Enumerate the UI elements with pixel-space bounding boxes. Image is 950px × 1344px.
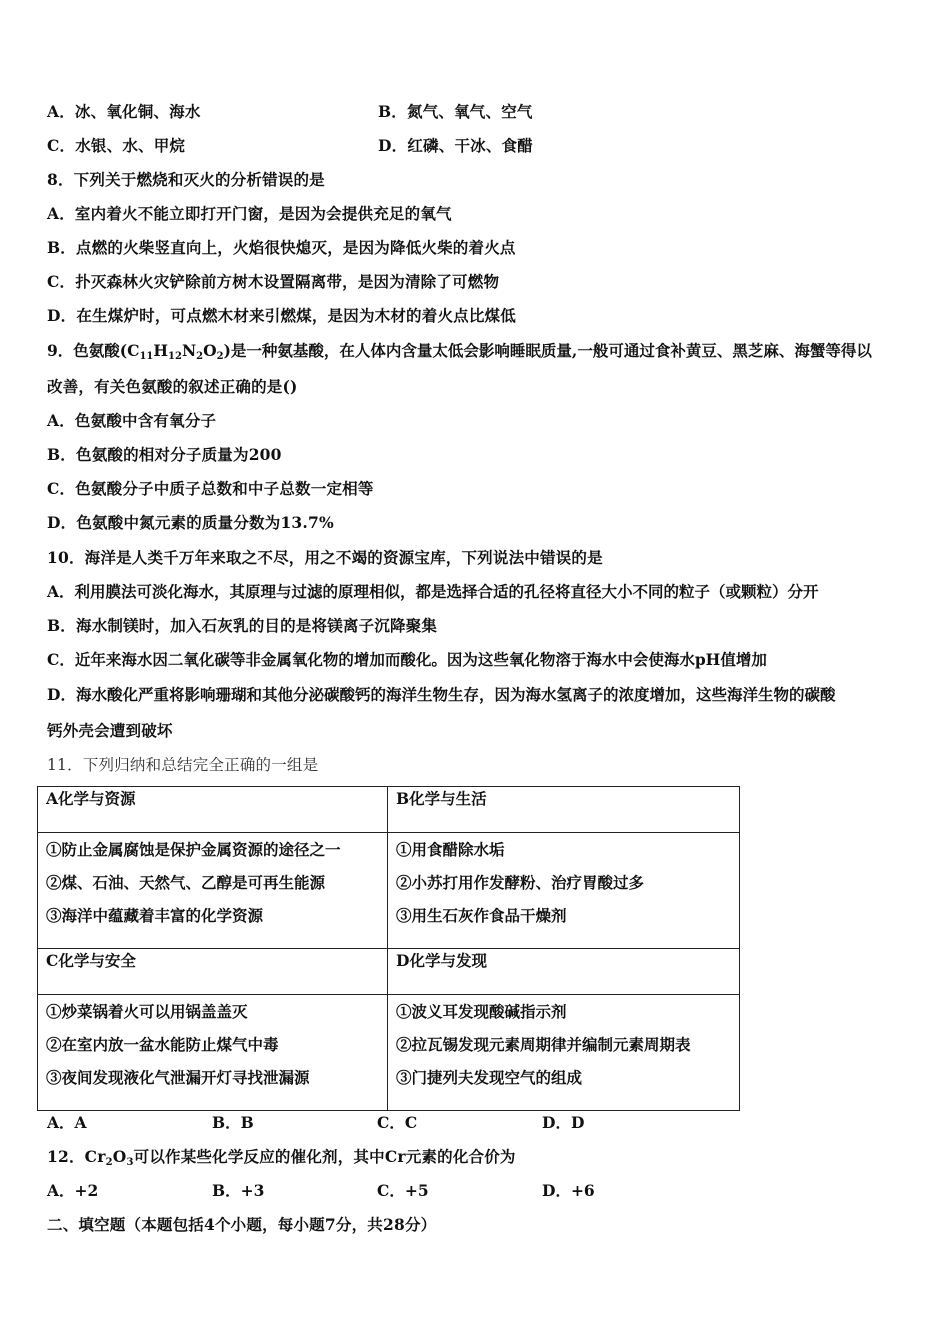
table-cell-c: [38, 995, 388, 1111]
q9-stem-line2: 改善，有关色氨酸的叙述正确的是(): [47, 377, 298, 396]
list-item: ①防止金属腐蚀是保护金属资源的途径之一: [46, 840, 341, 859]
q9-stem-prefix: 9．色氨酸(C: [47, 341, 140, 360]
subscript: 2: [105, 1157, 113, 1168]
q8-option-c: C．扑灭森林火灾铲除前方树木设置隔离带，是因为清除了可燃物: [47, 272, 500, 291]
q8-stem: 8．下列关于燃烧和灭火的分析错误的是: [47, 170, 325, 189]
q10-option-b: B．海水制镁时，加入石灰乳的目的是将镁离子沉降聚集: [47, 616, 438, 635]
table-header-c: C化学与安全: [38, 949, 388, 995]
q7-option-b: B．氮气、氧气、空气: [378, 102, 533, 121]
q11-option-a: A．A: [47, 1113, 87, 1132]
q10-option-d-line1: D．海水酸化严重将影响珊瑚和其他分泌碳酸钙的海洋生物生存，因为海水氢离子的浓度增加，这些海洋生物的碳酸: [47, 685, 836, 704]
q12-stem-suffix: 可以作某些化学反应的催化剂，其中Cr元素的化合价为: [133, 1147, 516, 1166]
q9-option-b: B．色氨酸的相对分子质量为200: [47, 445, 282, 464]
list-item: ②煤、石油、天然气、乙醇是可再生能源: [46, 873, 326, 892]
q12-stem-prefix: 12．Cr: [47, 1147, 106, 1166]
q9-option-d: D．色氨酸中氮元素的质量分数为13.7%: [47, 513, 334, 532]
q9-option-c: C．色氨酸分子中质子总数和中子总数一定相等: [47, 479, 374, 498]
q8-option-d: D．在生煤炉时，可点燃木材来引燃煤，是因为木材的着火点比煤低: [47, 306, 516, 325]
list-item: ①炒菜锅着火可以用锅盖盖灭: [46, 1002, 248, 1021]
q9-stem-suffix: )是一种氨基酸，在人体内含量太低会影响睡眠质量,一般可通过食补黄豆、黑芝麻、海蟹等得以: [223, 341, 872, 360]
element-symbol: H: [153, 341, 169, 360]
q8-option-b: B．点燃的火柴竖直向上，火焰很快熄灭，是因为降低火柴的着火点: [47, 238, 516, 257]
table-cell-a: [38, 833, 388, 949]
subscript: 2: [216, 351, 224, 362]
subscript: 12: [168, 351, 182, 362]
table-cell-b: [388, 833, 740, 949]
q7-option-d: D．红磷、干冰、食醋: [378, 136, 533, 155]
q12-option-c: C．+5: [377, 1181, 429, 1200]
q10-option-a: A．利用膜法可淡化海水，其原理与过滤的原理相似，都是选择合适的孔径将直径大小不同的粒子（或颗粒）分开: [47, 582, 819, 601]
table-header-d: D化学与发现: [388, 949, 740, 995]
subscript: 11: [139, 351, 154, 362]
list-item: ③海洋中蕴藏着丰富的化学资源: [46, 906, 264, 925]
list-item: ②拉瓦锡发现元素周期律并编制元素周期表: [396, 1035, 691, 1054]
q12-option-d: D．+6: [542, 1181, 595, 1200]
list-item: ①波义耳发现酸碱指示剂: [396, 1002, 567, 1021]
section-heading: 二、填空题（本题包括4个小题，每小题7分，共28分）: [47, 1215, 437, 1234]
element-symbol: O: [112, 1147, 127, 1166]
q7-option-a: A．冰、氧化铜、海水: [47, 102, 201, 121]
list-item: ②在室内放一盆水能防止煤气中毒: [46, 1035, 279, 1054]
table-header-b: B化学与生活: [388, 787, 740, 833]
q10-option-c: C．近年来海水因二氧化碳等非金属氧化物的增加而酸化。因为这些氧化物溶于海水中会使海水pH值增加: [47, 650, 767, 669]
q11-option-c: C．C: [377, 1113, 418, 1132]
q11-option-b: B．B: [212, 1113, 254, 1132]
q10-stem: 10．海洋是人类千万年来取之不尽，用之不竭的资源宝库，下列说法中错误的是: [47, 548, 603, 567]
element-symbol: O: [203, 341, 217, 360]
q12-stem: [47, 1147, 516, 1167]
table-header-a: A化学与资源: [38, 787, 388, 833]
q11-option-d: D．D: [542, 1113, 585, 1132]
q9-option-a: A．色氨酸中含有氧分子: [47, 411, 217, 430]
list-item: ①用食醋除水垢: [396, 840, 505, 859]
q12-option-b: B．+3: [212, 1181, 265, 1200]
subscript: 3: [126, 1157, 134, 1168]
q9-stem: [47, 341, 872, 361]
element-symbol: N: [181, 341, 197, 360]
q12-option-a: A．+2: [47, 1181, 99, 1200]
table-cell-d: [388, 995, 740, 1111]
q7-option-c: C．水银、水、甲烷: [47, 136, 186, 155]
list-item: ③用生石灰作食品干燥剂: [396, 906, 567, 925]
list-item: ③门捷列夫发现空气的组成: [396, 1068, 583, 1087]
q11-stem: 11．下列归纳和总结完全正确的一组是: [47, 756, 319, 774]
q8-option-a: A．室内着火不能立即打开门窗，是因为会提供充足的氧气: [47, 204, 452, 223]
q10-option-d-line2: 钙外壳会遭到破坏: [47, 721, 173, 740]
list-item: ③夜间发现液化气泄漏开灯寻找泄漏源: [46, 1068, 310, 1087]
list-item: ②小苏打用作发酵粉、治疗胃酸过多: [396, 873, 645, 892]
subscript: 2: [196, 351, 204, 362]
q11-summary-table: [37, 786, 740, 1111]
